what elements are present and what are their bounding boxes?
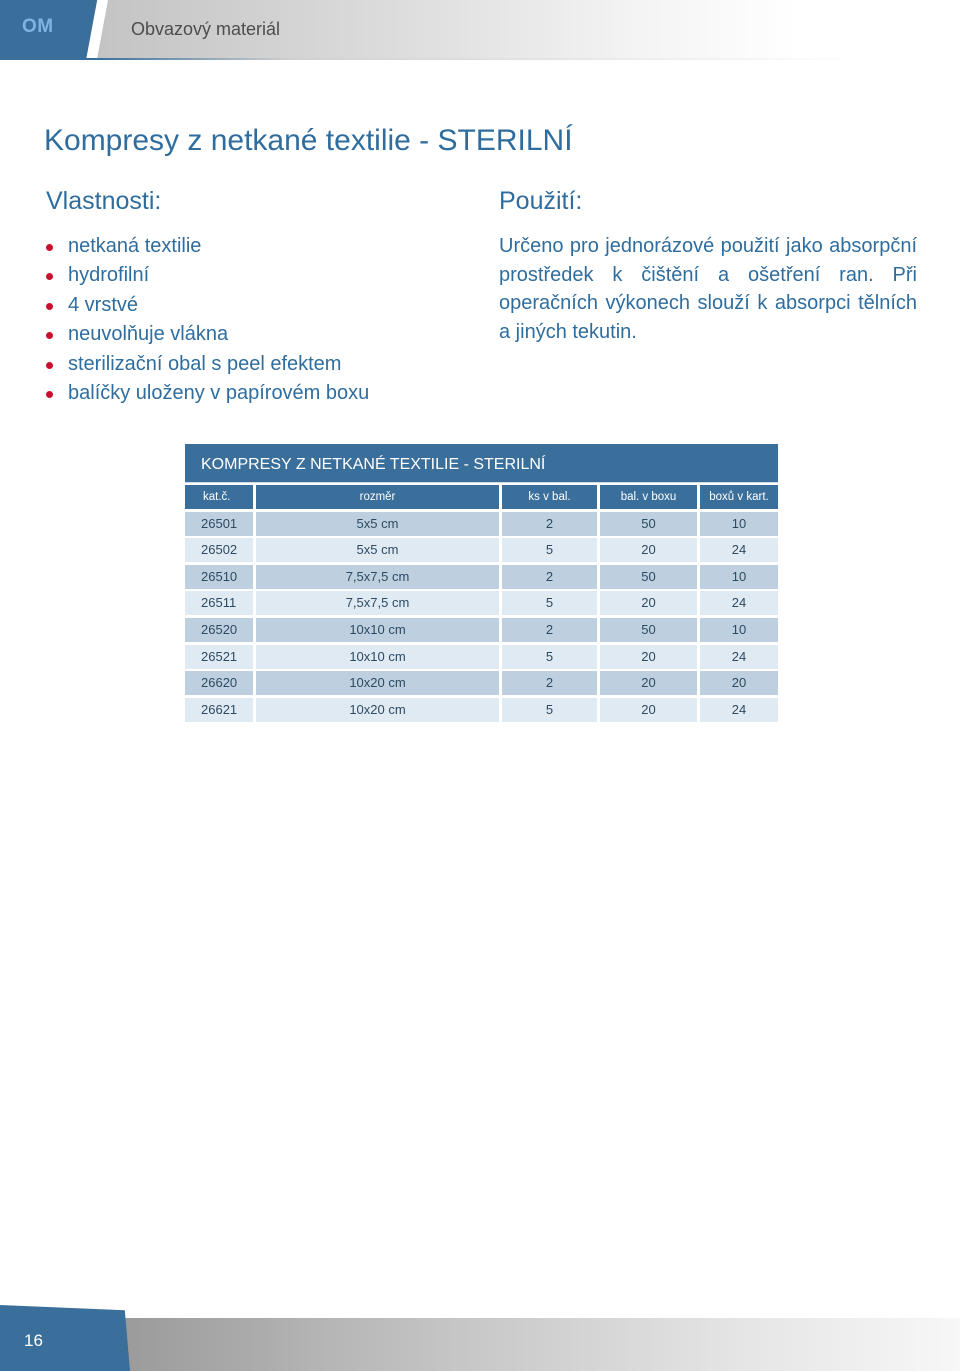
cell-packs-per-box: 20 xyxy=(600,645,697,669)
cell-size: 7,5x7,5 cm xyxy=(256,591,499,615)
properties-heading: Vlastnosti: xyxy=(46,187,162,215)
bullet-icon xyxy=(46,244,53,251)
table-row xyxy=(185,696,778,723)
product-table xyxy=(185,444,778,722)
cell-packs-per-box: 50 xyxy=(600,618,697,642)
cell-boxes-per-carton: 24 xyxy=(700,698,778,722)
bullet-icon xyxy=(46,303,53,310)
bullet-icon xyxy=(46,391,53,398)
cell-boxes-per-carton: 10 xyxy=(700,512,778,536)
cell-catalog-number: 26502 xyxy=(185,538,253,562)
page-footer xyxy=(0,1305,960,1371)
table-row xyxy=(185,589,778,616)
cell-boxes-per-carton: 10 xyxy=(700,618,778,642)
cell-size: 10x10 cm xyxy=(256,618,499,642)
cell-pieces-per-pack: 2 xyxy=(502,512,597,536)
cell-boxes-per-carton: 24 xyxy=(700,591,778,615)
property-item: hydrofilní xyxy=(46,261,369,290)
header-divider xyxy=(0,58,960,60)
cell-boxes-per-carton: 20 xyxy=(700,671,778,695)
cell-catalog-number: 26510 xyxy=(185,565,253,589)
page-number-badge xyxy=(0,1305,130,1371)
cell-packs-per-box: 20 xyxy=(600,591,697,615)
footer-band xyxy=(120,1318,960,1371)
property-item: sterilizační obal s peel efektem xyxy=(46,350,369,379)
cell-pieces-per-pack: 2 xyxy=(502,671,597,695)
property-item: netkaná textilie xyxy=(46,232,369,261)
cell-catalog-number: 26621 xyxy=(185,698,253,722)
bullet-icon xyxy=(46,362,53,369)
cell-packs-per-box: 20 xyxy=(600,671,697,695)
cell-pieces-per-pack: 5 xyxy=(502,645,597,669)
column-header-size: rozměr xyxy=(256,485,499,509)
column-header-packs-per-box: bal. v boxu xyxy=(600,485,697,509)
cell-catalog-number: 26521 xyxy=(185,645,253,669)
cell-catalog-number: 26620 xyxy=(185,671,253,695)
cell-packs-per-box: 50 xyxy=(600,512,697,536)
table-row xyxy=(185,563,778,590)
cell-pieces-per-pack: 5 xyxy=(502,698,597,722)
section-title: Obvazový materiál xyxy=(131,19,281,39)
table-row xyxy=(185,669,778,696)
property-item: neuvolňuje vlákna xyxy=(46,320,369,349)
column-header-boxes-per-carton: boxů v kart. xyxy=(700,485,778,509)
cell-pieces-per-pack: 5 xyxy=(502,538,597,562)
header-band xyxy=(0,0,800,58)
table-title: KOMPRESY Z NETKANÉ TEXTILIE - STERILNÍ xyxy=(185,444,778,483)
cell-boxes-per-carton: 10 xyxy=(700,565,778,589)
table-row xyxy=(185,510,778,537)
table-row xyxy=(185,616,778,643)
table-row xyxy=(185,643,778,670)
property-item: balíčky uloženy v papírovém boxu xyxy=(46,379,369,408)
bullet-icon xyxy=(46,273,53,280)
cell-packs-per-box: 50 xyxy=(600,565,697,589)
cell-size: 5x5 cm xyxy=(256,512,499,536)
cell-pieces-per-pack: 2 xyxy=(502,565,597,589)
usage-heading: Použití: xyxy=(499,187,583,215)
column-header-catalog-number: kat.č. xyxy=(185,485,253,509)
table-row xyxy=(185,536,778,563)
cell-boxes-per-carton: 24 xyxy=(700,645,778,669)
column-header-pieces-per-pack: ks v bal. xyxy=(502,485,597,509)
cell-catalog-number: 26520 xyxy=(185,618,253,642)
bullet-icon xyxy=(46,332,53,339)
usage-text: Určeno pro jednorázové použití jako absorpční prostředek k čištění a ošetření ran. Při operačních výkonech slouží k absorpci tělních a jiných tekutin. xyxy=(499,235,917,343)
property-item: 4 vrstvé xyxy=(46,291,369,320)
page-title: Kompresy z netkané textilie - STERILNÍ xyxy=(44,124,573,157)
page-number: 16 xyxy=(24,1331,43,1350)
cell-size: 10x20 cm xyxy=(256,671,499,695)
table-header-row xyxy=(185,483,778,510)
cell-packs-per-box: 20 xyxy=(600,698,697,722)
cell-boxes-per-carton: 24 xyxy=(700,538,778,562)
cell-pieces-per-pack: 5 xyxy=(502,591,597,615)
section-code: OM xyxy=(22,16,54,37)
cell-size: 10x10 cm xyxy=(256,645,499,669)
page-header xyxy=(0,0,960,62)
cell-size: 10x20 cm xyxy=(256,698,499,722)
cell-catalog-number: 26511 xyxy=(185,591,253,615)
cell-catalog-number: 26501 xyxy=(185,512,253,536)
properties-list xyxy=(46,232,369,408)
cell-pieces-per-pack: 2 xyxy=(502,618,597,642)
cell-size: 5x5 cm xyxy=(256,538,499,562)
cell-size: 7,5x7,5 cm xyxy=(256,565,499,589)
cell-packs-per-box: 20 xyxy=(600,538,697,562)
